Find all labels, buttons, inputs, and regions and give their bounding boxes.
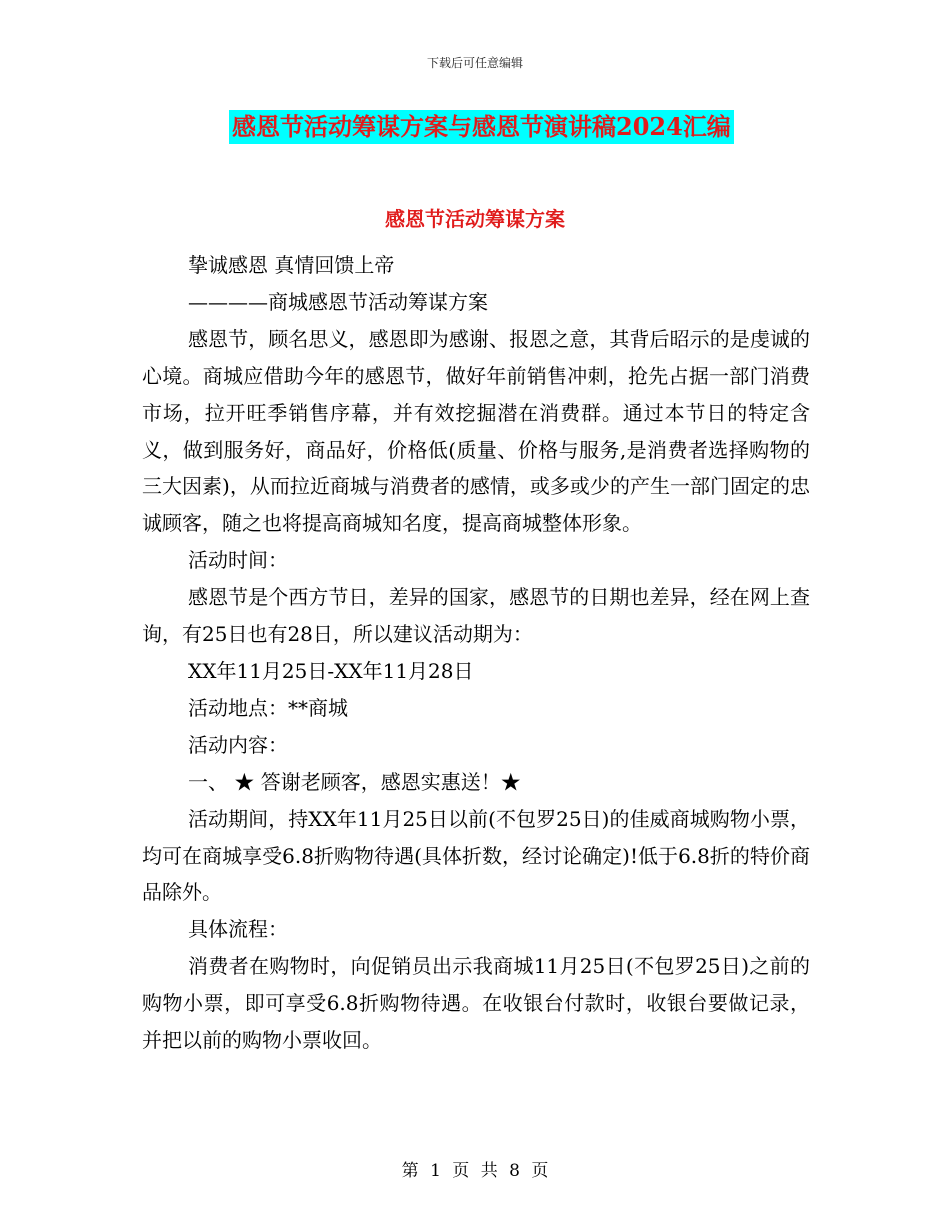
paragraph-content-heading: 活动内容： [188,732,288,757]
paragraph-date-range: XX年11月25日-XX年11月28日 [188,658,474,683]
header-note: 下载后可任意编辑 [426,56,523,70]
paragraph-process-desc: 消费者在购物时，向促销员出示我商城11月25日(不包罗25日)之前的购物小票，即可享受6.8折购物待遇。在收银台付款时，收银台要做记录，并把以前的购物小票收回。 [142,954,810,1053]
paragraph-location: 活动地点：**商城 [188,695,348,720]
page-footer: 第 1 页 共 8 页 [401,1161,549,1181]
paragraph-slogan: 挚诚感恩 真情回馈上帝 [188,253,395,277]
paragraph-item-one-desc: 活动期间，持XX年11月25日以前(不包罗25日)的佳威商城购物小票，均可在商城享受6.8折购物待遇(具体折数，经讨论确定)!低于6.8折的特价商品除外。 [142,806,810,905]
document-title: 感恩节活动筹谋方案与感恩节演讲稿2024汇编 [229,110,734,144]
document-body [142,247,810,1059]
paragraph-subtitle: ————商城感恩节活动筹谋方案 [188,289,488,314]
paragraph-intro: 感恩节，顾名思义，感恩即为感谢、报恩之意，其背后昭示的是虔诚的心境。商城应借助今年的感恩节，做好年前销售冲刺，抢先占据一部门消费市场，拉开旺季销售序幕，并有效挖掘潜在消费群。通过本节日的特定含义，做到服务好，商品好，价格低(质量、价格与服务,是消费者选择购物的三大因素)，从而拉近商城与消费者的感情，或多或少的产生一部门固定的忠诚顾客，随之也将提高商城知名度，提高商城整体形象。 [142,326,810,536]
paragraph-time-heading: 活动时间： [188,548,288,573]
paragraph-process-heading: 具体流程： [188,917,288,942]
paragraph-item-one: 一、 ★ 答谢老顾客，感恩实惠送！★ [188,769,521,794]
paragraph-time-desc: 感恩节是个西方节日，差异的国家，感恩节的日期也差异，经在网上查询，有25日也有28日，所以建议活动期为： [142,585,810,647]
section-title: 感恩节活动筹谋方案 [385,207,565,231]
